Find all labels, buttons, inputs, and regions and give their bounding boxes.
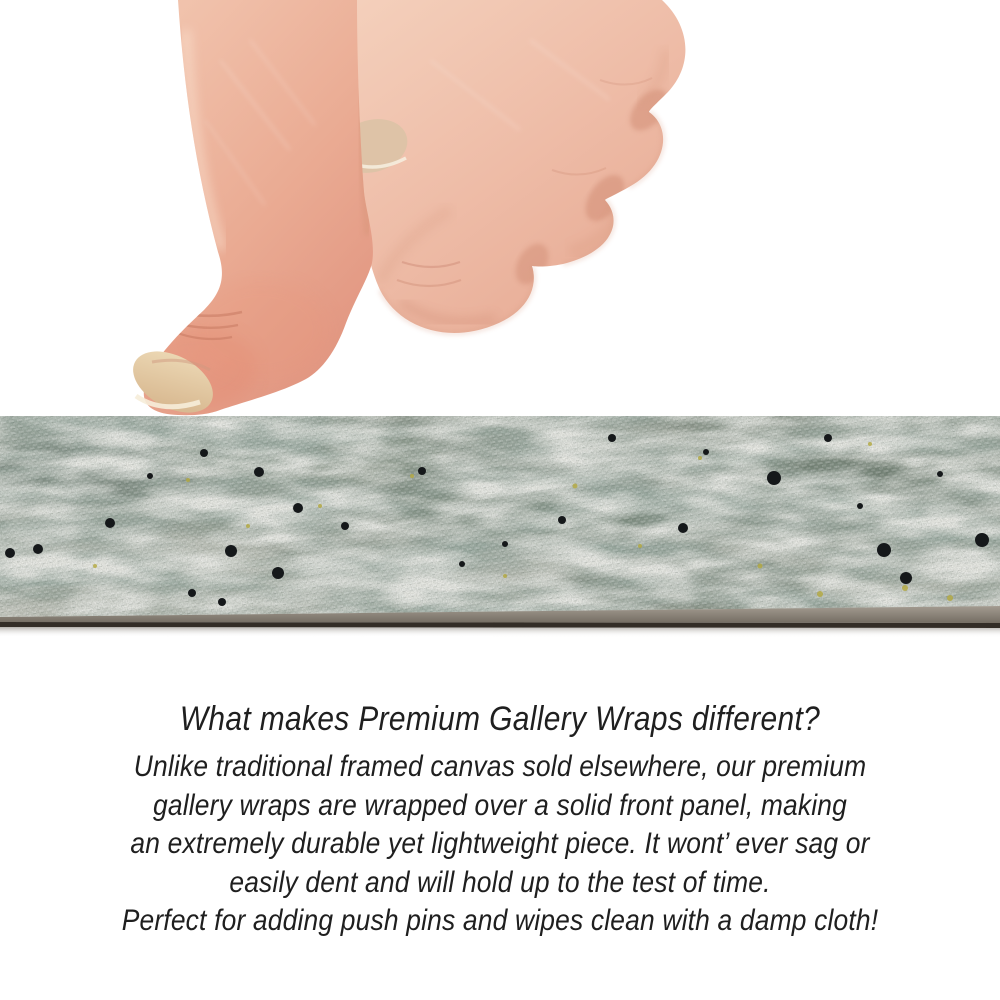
caption xyxy=(60,700,940,941)
thumb xyxy=(123,0,373,420)
caption-line-4: easily dent and will hold up to the test of time. xyxy=(229,865,771,899)
canvas-edge-strip xyxy=(0,416,1000,640)
hand-photo xyxy=(100,0,700,420)
fabric-texture xyxy=(0,416,1000,617)
caption-line-1: Unlike traditional framed canvas sold elsewhere, our premium xyxy=(133,750,867,783)
caption-line-3: an extremely durable yet lightweight piece. It wont’ ever sag or xyxy=(130,827,870,860)
caption-heading: What makes Premium Gallery Wraps different? xyxy=(179,700,821,738)
caption-line-5: Perfect for adding push pins and wipes clean with a damp cloth! xyxy=(121,904,879,937)
caption-line-2: gallery wraps are wrapped over a solid front panel, making xyxy=(152,788,848,822)
